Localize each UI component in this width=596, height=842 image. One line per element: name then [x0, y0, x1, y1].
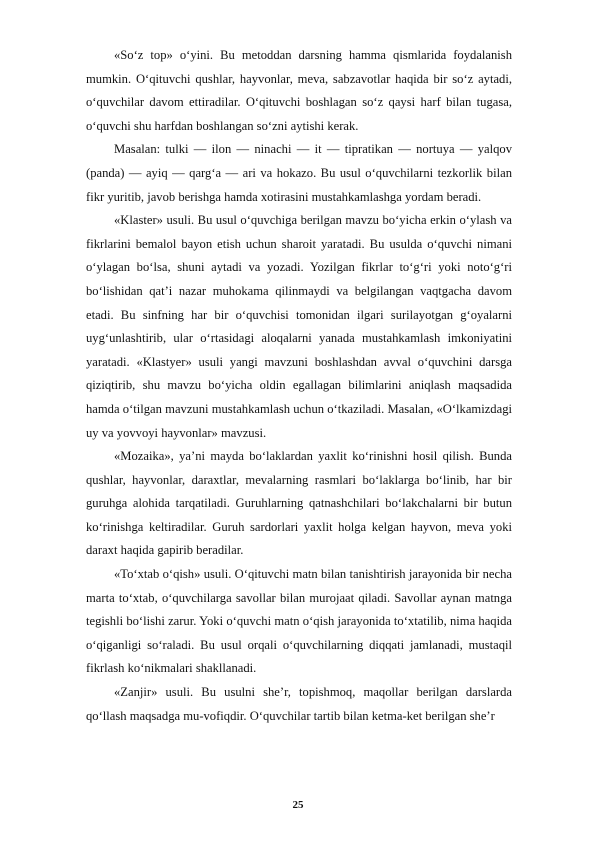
- page-number: 25: [292, 799, 304, 811]
- paragraph-klaster: «Klaster» usuli. Bu usul o‘quvchiga berilgan mavzu bo‘yicha erkin o‘ylash va fikrlarini bemalol bayon etish uchun sharoit yaratadi. Bu usulda o‘quvchi nimani o‘ylagan bo‘lsa, shuni aytadi va yozadi. Yozilgan fikrlar to‘g‘ri yoki noto‘g‘ri bo‘lishidan qat’i nazar muhokama qilinmaydi va belgilangan vaqtgacha davom etadi. Bu sinfning har bir o‘quvchisi tomonidan ilgari surilayotgan g‘oyalarni uyg‘unlashtirib, ular o‘rtasidagi aloqalarni yanada mustahkamlash imkoniyatini yaratadi. «Klastyer» usuli yangi mavzuni boshlashdan avval o‘quvchini darsga qiziqtirib, shu mavzu bo‘yicha oldin egallagan bilimlarini aniqlash maqsadida hamda o‘tilgan mavzuni mustahkamlash uchun o‘tkaziladi. Masalan, «O‘lkamizdagi uy va yovvoyi hayvonlar» mavzusi.: [86, 213, 512, 440]
- paragraph-masalan: Masalan: tulki — ilon — ninachi — it — tipratikan — nortuya — yalqov (panda) — ayiq — qarg‘a — ari va hokazo. Bu usul o‘quvchilarni tezkorlik bilan fikr yuritib, javob berishga hamda xotirasini mustahkamlashga yordam beradi.: [86, 142, 512, 204]
- paragraph-toxtab-oqish: «To‘xtab o‘qish» usuli. O‘qituvchi matn bilan tanishtirish jarayonida bir necha marta to‘xtab, o‘quvchilarga savollar bilan murojaat qiladi. Savollar aynan matnga tegishli bo‘lishi zarur. Yoki o‘quvchi matn o‘qish jarayonida to‘xtatilib, nima haqida o‘qiganligi so‘raladi. Bu usul orqali o‘quvchilarning diqqati jamlanadi, mustaqil fikrlash ko‘nikmalari shakllanadi.: [86, 567, 512, 676]
- paragraph-soz-top: «So‘z top» o‘yini. Bu metoddan darsning hamma qismlarida foydalanish mumkin. O‘qituvchi qushlar, hayvonlar, meva, sabzavotlar haqida bir so‘z aytadi, o‘quvchilar davom ettiradilar. O‘qituvchi boshlagan so‘z qaysi harf bilan tugasa, o‘quvchi shu harfdan boshlangan so‘zni aytishi kerak.: [86, 48, 512, 133]
- paragraph-mozaika: «Mozaika», ya’ni mayda bo‘laklardan yaxlit ko‘rinishni hosil qilish. Bunda qushlar, hayvonlar, daraxtlar, mevalarning rasmlari bo‘laklarga bo‘linib, har bir guruhga alohida tarqatiladi. Guruhlarning qatnashchilari bo‘lakchalarni bir butun ko‘rinishga keltiradilar. Guruh sardorlari yaxlit holga kelgan hayvon, meva yoki daraxt haqida gapirib beradilar.: [86, 449, 512, 558]
- page-body: [86, 44, 512, 728]
- paragraph-zanjir: «Zanjir» usuli. Bu usulni she’r, topishmoq, maqollar berilgan darslarda qo‘llash maqsadga mu-vofiqdir. O‘quvchilar tartib bilan ketma-ket berilgan she’r: [86, 685, 512, 723]
